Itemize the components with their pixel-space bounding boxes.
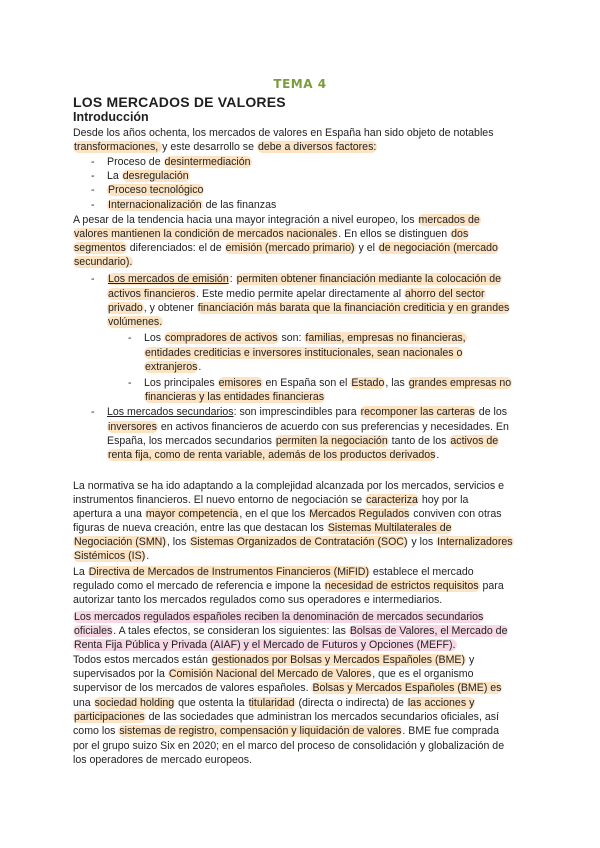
highlighted-text: volúmenes. xyxy=(108,316,163,328)
text-segment: La xyxy=(73,566,88,578)
text-segment: apertura a una xyxy=(73,508,145,520)
bullet-dash: - xyxy=(128,332,132,344)
text-line xyxy=(107,405,507,419)
text-segment: son: xyxy=(278,332,305,344)
highlighted-text: desregulación xyxy=(122,170,189,182)
text-line xyxy=(107,183,204,197)
bullet-dash: - xyxy=(91,406,95,418)
text-line xyxy=(73,696,475,710)
highlighted-text: Sistemas Multilaterales de xyxy=(327,522,452,534)
text-segment: La xyxy=(107,170,122,182)
highlighted-text: Negociación (SMN) xyxy=(74,536,166,548)
chapter-label: TEMA 4 xyxy=(273,77,327,91)
highlighted-text: financiación más barata que la financiación crediticia y en grandes xyxy=(197,302,510,314)
text-line xyxy=(107,198,276,212)
text-segment: y el xyxy=(355,242,378,254)
text-segment: (directa o indirecta) de xyxy=(295,697,407,709)
highlighted-text: Sistémicos (IS) xyxy=(74,550,146,562)
text-segment: en España son el xyxy=(262,377,351,389)
highlighted-text: Internacionalización xyxy=(108,199,202,211)
highlighted-text: privado xyxy=(108,302,143,314)
highlighted-text: financieras y las entidades financieras xyxy=(145,391,325,403)
text-line xyxy=(73,521,452,535)
text-segment: , los xyxy=(166,536,190,548)
text-segment: Proceso de xyxy=(107,156,164,168)
text-segment: que ostenta la xyxy=(175,697,248,709)
text-segment: los operadores de mercado europeos. xyxy=(73,754,253,766)
text-line xyxy=(144,346,463,360)
highlighted-text: grandes empresas no xyxy=(408,377,512,389)
text-line xyxy=(144,331,467,345)
text-segment: supervisor de los mercados de valores españoles. xyxy=(73,682,312,694)
bullet-dash: - xyxy=(91,184,95,196)
text-segment: . BME fue comprada xyxy=(402,725,499,737)
text-segment: . A tales efectos, se consideran los siguientes: las xyxy=(113,625,349,637)
highlighted-text: oficiales xyxy=(74,625,113,637)
text-segment: Los xyxy=(144,332,165,344)
text-segment: Los mercados secundarios xyxy=(107,406,234,418)
highlighted-text: caracteriza xyxy=(366,494,418,506)
text-segment: Todos estos mercados están xyxy=(73,654,211,666)
highlighted-text: inversores xyxy=(108,421,157,433)
highlighted-text: renta fija, como de renta variable, además de los productos derivados xyxy=(108,449,436,461)
highlighted-text: titularidad xyxy=(248,697,295,709)
bullet-dash: - xyxy=(91,273,95,285)
text-segment: , las xyxy=(385,377,408,389)
highlighted-text: familias, empresas no financieras, xyxy=(305,332,466,344)
text-line xyxy=(73,753,252,767)
text-line xyxy=(73,493,468,507)
highlighted-text: de negociación (mercado xyxy=(378,242,498,254)
highlighted-text: participaciones xyxy=(74,711,145,723)
text-segment: para xyxy=(479,580,504,592)
text-segment: . En ellos se distinguen xyxy=(338,228,451,240)
text-segment: tanto de los xyxy=(388,435,450,447)
highlighted-text: mercados de xyxy=(418,214,480,226)
text-segment: y este desarrollo se xyxy=(162,141,257,153)
section-heading: Introducción xyxy=(73,110,149,124)
text-line xyxy=(73,667,473,681)
highlighted-text: Directiva de Mercados de Instrumentos Financieros (MiFID) xyxy=(88,566,369,578)
text-line xyxy=(107,272,502,286)
highlighted-text: Bolsas y Mercados Españoles (BME) es xyxy=(312,682,502,694)
text-line xyxy=(73,739,504,753)
highlighted-text: permiten la negociación xyxy=(275,435,388,447)
text-segment: supervisados por la xyxy=(73,668,168,680)
highlighted-text: sociedad holding xyxy=(94,697,175,709)
text-segment: y los xyxy=(408,536,437,548)
text-line xyxy=(73,140,377,154)
highlighted-text: mayor competencia xyxy=(145,508,239,520)
text-line xyxy=(73,710,499,724)
text-segment: una xyxy=(73,697,94,709)
text-segment: Desde los años ochenta, los mercados de valores en España han sido objeto de notables xyxy=(73,127,494,139)
highlighted-text: Proceso tecnológico xyxy=(108,184,204,196)
highlighted-text: segmentos xyxy=(74,242,126,254)
text-segment: . xyxy=(198,361,202,373)
highlighted-text: Mercados Regulados xyxy=(309,508,410,520)
highlighted-text: permiten obtener financiación mediante la colocación de xyxy=(236,273,502,285)
text-line xyxy=(107,434,499,448)
highlighted-text: debe a diversos factores: xyxy=(257,141,377,153)
text-line xyxy=(73,479,504,493)
highlighted-text: valores mantienen la condición de mercados nacionales xyxy=(74,228,338,240)
text-line xyxy=(73,227,469,241)
highlighted-text: Los mercados de emisión xyxy=(108,273,229,285)
text-line xyxy=(73,724,499,738)
highlighted-text: ahorro del sector xyxy=(405,288,485,300)
highlighted-text: compradores de activos xyxy=(165,332,278,344)
text-segment: A pesar de la tendencia hacia una mayor integración a nivel europeo, los xyxy=(73,214,418,226)
text-line xyxy=(73,579,504,593)
text-line xyxy=(107,287,486,301)
text-line xyxy=(73,593,442,607)
highlighted-text: las acciones y xyxy=(407,697,475,709)
text-segment: hoy por la xyxy=(418,494,469,506)
text-line xyxy=(107,169,190,183)
bullet-dash: - xyxy=(91,170,95,182)
highlighted-text: recomponer las carteras xyxy=(360,406,475,418)
text-segment: Los principales xyxy=(144,377,218,389)
text-segment: . Este medio permite apelar directamente al xyxy=(196,288,405,300)
text-line xyxy=(73,610,484,624)
text-line xyxy=(107,301,510,315)
highlighted-text: emisores xyxy=(218,377,262,389)
text-line xyxy=(73,653,474,667)
highlighted-text: Sistemas Organizados de Contratación (SOC) xyxy=(190,536,408,548)
text-line xyxy=(73,255,133,269)
text-segment: autorizar tanto los mercados regulados como sus operadores e intermediarios. xyxy=(73,594,443,606)
bullet-dash: - xyxy=(91,199,95,211)
text-segment: regulado como el mercado de referencia e impone la xyxy=(73,580,324,592)
text-line xyxy=(144,376,512,390)
text-line xyxy=(73,549,149,563)
text-line xyxy=(107,448,439,462)
highlighted-text: Los mercados regulados españoles reciben la denominación de mercados secundarios xyxy=(74,611,484,623)
text-segment: , que es el organismo xyxy=(372,668,474,680)
highlighted-text: Comisión Nacional del Mercado de Valores xyxy=(168,668,372,680)
text-line xyxy=(144,390,325,404)
text-line xyxy=(73,638,457,652)
text-segment: , en el que los xyxy=(239,508,309,520)
highlighted-text: entidades crediticias e inversores institucionales, sean nacionales o xyxy=(145,347,463,359)
highlighted-text: sistemas de registro, compensación y liquidación de valores xyxy=(119,725,402,737)
text-line xyxy=(73,624,508,638)
bullet-dash: - xyxy=(91,156,95,168)
text-segment: diferenciados: el de xyxy=(126,242,225,254)
text-segment: y xyxy=(466,654,475,666)
text-segment: : son imprescindibles para xyxy=(233,406,360,418)
highlighted-text: Renta Fija Pública y Privada (AIAF) y el Mercado de Futuros y Opciones (MEFF). xyxy=(74,639,456,651)
text-line xyxy=(73,535,514,549)
text-line xyxy=(73,213,481,227)
text-line xyxy=(144,360,201,374)
text-segment: por el grupo suizo Six en 2020; en el marco del proceso de consolidación y globalización de xyxy=(73,740,505,752)
text-line xyxy=(73,241,499,255)
text-line xyxy=(73,507,502,521)
text-segment: de los xyxy=(475,406,508,418)
highlighted-text: secundario). xyxy=(74,256,133,268)
text-segment: La normativa se ha ido adaptando a la complejidad alcanzada por los mercados, servicios e xyxy=(73,480,505,492)
text-segment: de las sociedades que administran los mercados secundarios oficiales, así xyxy=(145,711,499,723)
highlighted-text: desintermediación xyxy=(164,156,251,168)
highlighted-text: activos financieros xyxy=(108,288,196,300)
text-segment: conviven con otras xyxy=(410,508,502,520)
highlighted-text: gestionados por Bolsas y Mercados Españoles (BME) xyxy=(211,654,465,666)
text-segment: figuras de nueva creación, entre las que destacan los xyxy=(73,522,327,534)
text-segment: establece el mercado xyxy=(369,566,474,578)
highlighted-text: dos xyxy=(451,228,469,240)
text-segment: . xyxy=(146,550,150,562)
text-segment: instrumentos financieros. El nuevo entorno de negociación se xyxy=(73,494,366,506)
text-line xyxy=(107,155,252,169)
text-segment: en activos financieros de acuerdo con sus preferencias y necesidades. En xyxy=(157,421,509,433)
text-segment: como los xyxy=(73,725,119,737)
highlighted-text: Internalizadores xyxy=(437,536,513,548)
text-line xyxy=(73,681,502,695)
text-line xyxy=(73,126,494,140)
highlighted-text: necesidad de estrictos requisitos xyxy=(324,580,479,592)
highlighted-text: extranjeros xyxy=(145,361,198,373)
highlighted-text: Estado xyxy=(351,377,385,389)
text-segment: España, los mercados secundarios xyxy=(107,435,275,447)
text-line xyxy=(73,565,474,579)
text-segment: , y obtener xyxy=(143,302,197,314)
text-line xyxy=(107,315,163,329)
text-line xyxy=(107,420,509,434)
highlighted-text: transformaciones, xyxy=(74,141,162,153)
highlighted-text: emisión (mercado primario) xyxy=(225,242,355,254)
bullet-dash: - xyxy=(128,377,132,389)
highlighted-text: Bolsas de Valores, el Mercado de xyxy=(349,625,508,637)
text-segment: : xyxy=(229,273,236,285)
text-segment: de las finanzas xyxy=(202,199,277,211)
text-segment: . xyxy=(436,449,440,461)
page-title: LOS MERCADOS DE VALORES xyxy=(73,94,286,110)
highlighted-text: activos de xyxy=(450,435,499,447)
